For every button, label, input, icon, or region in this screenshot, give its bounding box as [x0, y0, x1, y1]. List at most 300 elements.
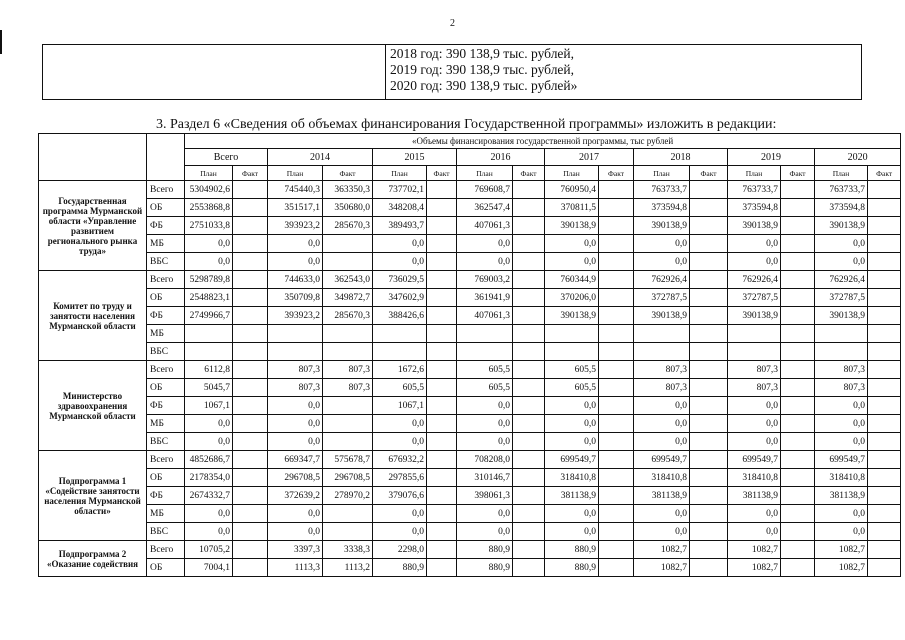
- cell-2019-plan: 381138,9: [728, 487, 781, 505]
- cell-2015-fact: [427, 361, 457, 379]
- cell-2019-plan: 0,0: [728, 397, 781, 415]
- cell-2018-fact: [690, 469, 728, 487]
- cell-2018-fact: [690, 181, 728, 199]
- total-fact: [233, 343, 268, 361]
- funding-source: ФБ: [147, 487, 185, 505]
- table-row: [39, 415, 901, 433]
- cell-2020-plan: 0,0: [815, 253, 868, 271]
- cell-2015-plan: 0,0: [373, 253, 427, 271]
- cell-2017-plan: 390138,9: [545, 307, 599, 325]
- cell-2020-fact: [868, 559, 901, 577]
- cell-2017-plan: 318410,8: [545, 469, 599, 487]
- cell-2019-plan: 318410,8: [728, 469, 781, 487]
- cell-2020-plan: 0,0: [815, 235, 868, 253]
- page-number: 2: [450, 18, 455, 29]
- cell-2015-fact: [427, 487, 457, 505]
- total-fact: [233, 487, 268, 505]
- cell-2014-plan: 0,0: [268, 415, 323, 433]
- cell-2017-fact: [599, 289, 634, 307]
- table-row: [39, 523, 901, 541]
- total-plan: 0,0: [185, 433, 233, 451]
- cell-2017-fact: [599, 433, 634, 451]
- cell-2020-plan: 0,0: [815, 505, 868, 523]
- cell-2015-plan: 605,5: [373, 379, 427, 397]
- cell-2017-plan: 390138,9: [545, 217, 599, 235]
- cell-2016-fact: [513, 253, 545, 271]
- cell-2016-fact: [513, 217, 545, 235]
- total-plan: 5045,7: [185, 379, 233, 397]
- table-row: [39, 307, 901, 325]
- total-fact: [233, 559, 268, 577]
- cell-2020-plan: [815, 343, 868, 361]
- cell-2019-plan: [728, 343, 781, 361]
- cell-2014-fact: [323, 253, 373, 271]
- total-plan: 0,0: [185, 505, 233, 523]
- cell-2016-fact: [513, 325, 545, 343]
- table-row: [39, 487, 901, 505]
- cell-2018-plan: 0,0: [634, 415, 690, 433]
- funding-source: ОБ: [147, 469, 185, 487]
- cell-2016-plan: [457, 343, 513, 361]
- cell-2018-plan: 0,0: [634, 523, 690, 541]
- cell-2017-plan: 370811,5: [545, 199, 599, 217]
- cell-2015-plan: 737702,1: [373, 181, 427, 199]
- total-fact: [233, 397, 268, 415]
- cell-2020-fact: [868, 361, 901, 379]
- total-fact: [233, 505, 268, 523]
- cell-2016-fact: [513, 433, 545, 451]
- cell-2019-fact: [781, 361, 815, 379]
- header-year-2014: 2014: [268, 149, 373, 166]
- cell-2014-fact: 285670,3: [323, 307, 373, 325]
- cell-2020-plan: 381138,9: [815, 487, 868, 505]
- cell-2018-plan: 318410,8: [634, 469, 690, 487]
- total-fact: [233, 217, 268, 235]
- cell-2016-plan: [457, 325, 513, 343]
- cell-2019-plan: 762926,4: [728, 271, 781, 289]
- cell-2016-fact: [513, 397, 545, 415]
- cell-2020-plan: 762926,4: [815, 271, 868, 289]
- cell-2020-fact: [868, 415, 901, 433]
- cell-2015-plan: 0,0: [373, 415, 427, 433]
- cell-2014-plan: 1113,3: [268, 559, 323, 577]
- cell-2020-fact: [868, 289, 901, 307]
- cell-2015-fact: [427, 397, 457, 415]
- cell-2019-plan: 390138,9: [728, 307, 781, 325]
- cell-2015-plan: 0,0: [373, 505, 427, 523]
- table-row: [39, 361, 901, 379]
- cell-2014-plan: [268, 343, 323, 361]
- cell-2020-fact: [868, 199, 901, 217]
- cell-2018-plan: 0,0: [634, 397, 690, 415]
- cell-2016-plan: 407061,3: [457, 217, 513, 235]
- funding-source: МБ: [147, 415, 185, 433]
- cell-2015-fact: [427, 379, 457, 397]
- section-heading: 3. Раздел 6 «Сведения об объемах финансирования Государственной программы» изложить в редакции:: [156, 117, 777, 132]
- cell-2020-fact: [868, 469, 901, 487]
- cell-2017-fact: [599, 523, 634, 541]
- cell-2016-fact: [513, 235, 545, 253]
- cell-2014-plan: 0,0: [268, 235, 323, 253]
- cell-2019-plan: 0,0: [728, 523, 781, 541]
- header-plan: План: [457, 166, 513, 181]
- cell-2020-plan: 390138,9: [815, 307, 868, 325]
- cell-2018-fact: [690, 541, 728, 559]
- cell-2015-fact: [427, 433, 457, 451]
- cell-2019-fact: [781, 451, 815, 469]
- total-plan: 5304902,6: [185, 181, 233, 199]
- cell-2017-plan: 0,0: [545, 505, 599, 523]
- total-fact: [233, 361, 268, 379]
- cell-2018-plan: 373594,8: [634, 199, 690, 217]
- cell-2020-plan: 763733,7: [815, 181, 868, 199]
- cell-2020-fact: [868, 343, 901, 361]
- cell-2017-fact: [599, 397, 634, 415]
- cell-2018-plan: 807,3: [634, 361, 690, 379]
- cell-2018-fact: [690, 361, 728, 379]
- table-title: «Объемы финансирования государственной программы, тыс рублей: [185, 134, 901, 149]
- program-name-3: Подпрограмма 1 «Содействие занятости населения Мурманской области»: [39, 451, 147, 541]
- cell-2017-fact: [599, 181, 634, 199]
- program-name-0: Государственная программа Мурманской области «Управление развитием регионального рынка труда»: [39, 181, 147, 271]
- cell-2014-fact: [323, 415, 373, 433]
- cell-2017-fact: [599, 505, 634, 523]
- cell-2020-fact: [868, 487, 901, 505]
- previous-text-box: [42, 44, 862, 100]
- cell-2019-plan: 699549,7: [728, 451, 781, 469]
- header-total: Всего: [185, 149, 268, 166]
- cell-2016-fact: [513, 379, 545, 397]
- cell-2018-plan: 807,3: [634, 379, 690, 397]
- total-plan: [185, 325, 233, 343]
- cell-2019-fact: [781, 415, 815, 433]
- cell-2020-fact: [868, 181, 901, 199]
- funding-source: ОБ: [147, 559, 185, 577]
- table-row: [39, 235, 901, 253]
- cell-2014-fact: [323, 433, 373, 451]
- cell-2020-plan: 372787,5: [815, 289, 868, 307]
- previous-text-box-right-cell: [386, 45, 861, 99]
- header-plan: План: [634, 166, 690, 181]
- cell-2016-plan: 310146,7: [457, 469, 513, 487]
- cell-2019-plan: 807,3: [728, 379, 781, 397]
- cell-2014-fact: 3338,3: [323, 541, 373, 559]
- header-year-2017: 2017: [545, 149, 634, 166]
- cell-2016-plan: 0,0: [457, 415, 513, 433]
- cell-2016-fact: [513, 199, 545, 217]
- cell-2020-fact: [868, 451, 901, 469]
- cell-2014-plan: 0,0: [268, 505, 323, 523]
- cell-2019-fact: [781, 505, 815, 523]
- cell-2018-plan: 699549,7: [634, 451, 690, 469]
- cell-2018-plan: 390138,9: [634, 307, 690, 325]
- cell-2017-fact: [599, 325, 634, 343]
- cell-2017-plan: 0,0: [545, 235, 599, 253]
- cell-2015-plan: 0,0: [373, 235, 427, 253]
- cell-2016-fact: [513, 559, 545, 577]
- cell-2019-plan: 0,0: [728, 433, 781, 451]
- cell-2016-plan: 708208,0: [457, 451, 513, 469]
- table-row: [39, 199, 901, 217]
- cell-2016-plan: 0,0: [457, 505, 513, 523]
- cell-2014-plan: 0,0: [268, 253, 323, 271]
- cell-2017-fact: [599, 361, 634, 379]
- total-plan: 6112,8: [185, 361, 233, 379]
- cell-2019-fact: [781, 181, 815, 199]
- cell-2017-plan: 699549,7: [545, 451, 599, 469]
- total-plan: 0,0: [185, 523, 233, 541]
- cell-2018-fact: [690, 505, 728, 523]
- cell-2016-plan: 362547,4: [457, 199, 513, 217]
- total-plan: 0,0: [185, 253, 233, 271]
- cell-2016-plan: 769608,7: [457, 181, 513, 199]
- cell-2014-fact: 807,3: [323, 361, 373, 379]
- cell-2020-plan: 0,0: [815, 415, 868, 433]
- total-fact: [233, 235, 268, 253]
- cell-2019-fact: [781, 253, 815, 271]
- table-row: [39, 325, 901, 343]
- cell-2015-plan: 1672,6: [373, 361, 427, 379]
- cell-2020-plan: [815, 325, 868, 343]
- cell-2020-fact: [868, 397, 901, 415]
- cell-2019-fact: [781, 199, 815, 217]
- cell-2017-fact: [599, 253, 634, 271]
- cell-2019-plan: 763733,7: [728, 181, 781, 199]
- cell-2014-plan: [268, 325, 323, 343]
- funding-source: МБ: [147, 325, 185, 343]
- cell-2016-plan: 0,0: [457, 235, 513, 253]
- cell-2014-plan: 0,0: [268, 433, 323, 451]
- header-fact: Факт: [599, 166, 634, 181]
- funding-source: ОБ: [147, 379, 185, 397]
- funding-source: МБ: [147, 505, 185, 523]
- cell-2018-fact: [690, 487, 728, 505]
- cell-2017-fact: [599, 487, 634, 505]
- cell-2018-plan: 1082,7: [634, 559, 690, 577]
- cell-2017-plan: [545, 325, 599, 343]
- cell-2017-fact: [599, 271, 634, 289]
- table-row: [39, 397, 901, 415]
- cell-2015-fact: [427, 253, 457, 271]
- cell-2018-fact: [690, 253, 728, 271]
- cell-2018-fact: [690, 271, 728, 289]
- cell-2015-fact: [427, 523, 457, 541]
- cell-2015-plan: [373, 343, 427, 361]
- total-plan: 2749966,7: [185, 307, 233, 325]
- cell-2015-fact: [427, 559, 457, 577]
- cell-2018-plan: 381138,9: [634, 487, 690, 505]
- header-year-2018: 2018: [634, 149, 728, 166]
- cell-2018-fact: [690, 397, 728, 415]
- cell-2016-fact: [513, 307, 545, 325]
- cell-2015-fact: [427, 181, 457, 199]
- cell-2017-fact: [599, 343, 634, 361]
- cell-2014-plan: 0,0: [268, 523, 323, 541]
- cell-2018-fact: [690, 343, 728, 361]
- cell-2020-fact: [868, 541, 901, 559]
- table-row: [39, 343, 901, 361]
- cell-2020-fact: [868, 271, 901, 289]
- cell-2018-plan: 0,0: [634, 505, 690, 523]
- cell-2016-plan: 880,9: [457, 541, 513, 559]
- funding-source: ФБ: [147, 397, 185, 415]
- total-plan: 2751033,8: [185, 217, 233, 235]
- cell-2019-fact: [781, 307, 815, 325]
- cell-2020-plan: 699549,7: [815, 451, 868, 469]
- cell-2015-plan: 2298,0: [373, 541, 427, 559]
- cell-2014-fact: [323, 523, 373, 541]
- cell-2015-fact: [427, 289, 457, 307]
- cell-2014-fact: 285670,3: [323, 217, 373, 235]
- cell-2020-plan: 0,0: [815, 397, 868, 415]
- cell-2014-fact: 362543,0: [323, 271, 373, 289]
- cell-2016-fact: [513, 523, 545, 541]
- table-row: [39, 253, 901, 271]
- header-year-2016: 2016: [457, 149, 545, 166]
- cell-2018-plan: 0,0: [634, 253, 690, 271]
- cell-2018-plan: 390138,9: [634, 217, 690, 235]
- table-row: [39, 379, 901, 397]
- cell-2020-fact: [868, 325, 901, 343]
- table-row: [39, 505, 901, 523]
- cell-2017-plan: 880,9: [545, 559, 599, 577]
- cell-2016-plan: 407061,3: [457, 307, 513, 325]
- total-plan: 2674332,7: [185, 487, 233, 505]
- cell-2015-fact: [427, 307, 457, 325]
- cell-2014-fact: [323, 235, 373, 253]
- cell-2014-fact: 278970,2: [323, 487, 373, 505]
- cell-2019-plan: [728, 325, 781, 343]
- table-row: [39, 271, 901, 289]
- funding-source: Всего: [147, 271, 185, 289]
- previous-text-box-left-cell: [43, 45, 386, 99]
- funding-line-2019: 2019 год: 390 138,9 тыс. рублей,: [390, 62, 575, 77]
- cell-2020-fact: [868, 379, 901, 397]
- cell-2018-plan: [634, 325, 690, 343]
- cell-2016-fact: [513, 541, 545, 559]
- cell-2018-fact: [690, 379, 728, 397]
- header-row-title: [39, 134, 901, 149]
- cell-2015-fact: [427, 415, 457, 433]
- cell-2017-plan: 760950,4: [545, 181, 599, 199]
- cell-2019-plan: 373594,8: [728, 199, 781, 217]
- cell-2016-plan: 0,0: [457, 433, 513, 451]
- cell-2017-plan: 0,0: [545, 415, 599, 433]
- header-year-2019: 2019: [728, 149, 815, 166]
- total-plan: 10705,2: [185, 541, 233, 559]
- header-fact: Факт: [781, 166, 815, 181]
- table-row: [39, 217, 901, 235]
- cell-2019-plan: 0,0: [728, 415, 781, 433]
- cell-2014-plan: 393923,2: [268, 217, 323, 235]
- cell-2018-plan: 0,0: [634, 235, 690, 253]
- cell-2018-fact: [690, 289, 728, 307]
- header-fact: Факт: [868, 166, 901, 181]
- program-name-4: Подпрограмма 2 «Оказание содействия: [39, 541, 147, 577]
- table-row: [39, 433, 901, 451]
- cell-2016-plan: 605,5: [457, 379, 513, 397]
- total-fact: [233, 253, 268, 271]
- cell-2015-plan: 297855,6: [373, 469, 427, 487]
- funding-source: ВБС: [147, 343, 185, 361]
- cell-2015-fact: [427, 343, 457, 361]
- cell-2020-plan: 373594,8: [815, 199, 868, 217]
- funding-source: Всего: [147, 451, 185, 469]
- cell-2017-plan: 0,0: [545, 397, 599, 415]
- cell-2016-fact: [513, 415, 545, 433]
- header-fact: Факт: [323, 166, 373, 181]
- cell-2014-plan: 807,3: [268, 361, 323, 379]
- header-fact: Факт: [233, 166, 268, 181]
- cell-2018-plan: 1082,7: [634, 541, 690, 559]
- total-plan: 7004,1: [185, 559, 233, 577]
- cell-2020-plan: 1082,7: [815, 559, 868, 577]
- cell-2019-plan: 0,0: [728, 235, 781, 253]
- header-plan: План: [373, 166, 427, 181]
- cell-2015-plan: 880,9: [373, 559, 427, 577]
- total-fact: [233, 271, 268, 289]
- cell-2015-plan: 0,0: [373, 433, 427, 451]
- total-plan: 2178354,0: [185, 469, 233, 487]
- cell-2016-fact: [513, 343, 545, 361]
- total-plan: 0,0: [185, 235, 233, 253]
- cell-2018-fact: [690, 199, 728, 217]
- cell-2019-fact: [781, 289, 815, 307]
- cell-2017-plan: 0,0: [545, 433, 599, 451]
- cell-2014-plan: 0,0: [268, 397, 323, 415]
- cell-2019-plan: 372787,5: [728, 289, 781, 307]
- funding-source: ФБ: [147, 307, 185, 325]
- table-row: [39, 559, 901, 577]
- cell-2015-fact: [427, 451, 457, 469]
- cell-2014-fact: 350680,0: [323, 199, 373, 217]
- cell-2020-fact: [868, 433, 901, 451]
- cell-2016-plan: 880,9: [457, 559, 513, 577]
- cell-2019-fact: [781, 343, 815, 361]
- total-plan: 2548823,1: [185, 289, 233, 307]
- header-year-2015: 2015: [373, 149, 457, 166]
- header-fact: Факт: [690, 166, 728, 181]
- cell-2014-fact: 296708,5: [323, 469, 373, 487]
- cell-2018-fact: [690, 415, 728, 433]
- cell-2015-fact: [427, 271, 457, 289]
- cell-2017-fact: [599, 559, 634, 577]
- financing-table: [38, 133, 901, 577]
- cell-2016-fact: [513, 361, 545, 379]
- header-year-2020: 2020: [815, 149, 901, 166]
- cell-2014-fact: [323, 397, 373, 415]
- cell-2017-fact: [599, 217, 634, 235]
- cell-2019-plan: 807,3: [728, 361, 781, 379]
- header-corner-name: [39, 134, 147, 181]
- cell-2020-fact: [868, 523, 901, 541]
- header-fact: Факт: [427, 166, 457, 181]
- funding-source: ВБС: [147, 523, 185, 541]
- funding-source: ОБ: [147, 289, 185, 307]
- cell-2015-plan: 388426,6: [373, 307, 427, 325]
- header-plan: План: [545, 166, 599, 181]
- cell-2015-plan: 1067,1: [373, 397, 427, 415]
- cell-2017-fact: [599, 307, 634, 325]
- cell-2018-plan: 762926,4: [634, 271, 690, 289]
- cell-2018-plan: 0,0: [634, 433, 690, 451]
- cell-2020-plan: 807,3: [815, 361, 868, 379]
- cell-2014-fact: 1113,2: [323, 559, 373, 577]
- cell-2014-fact: 363350,3: [323, 181, 373, 199]
- cell-2018-fact: [690, 235, 728, 253]
- total-fact: [233, 451, 268, 469]
- cell-2014-fact: [323, 325, 373, 343]
